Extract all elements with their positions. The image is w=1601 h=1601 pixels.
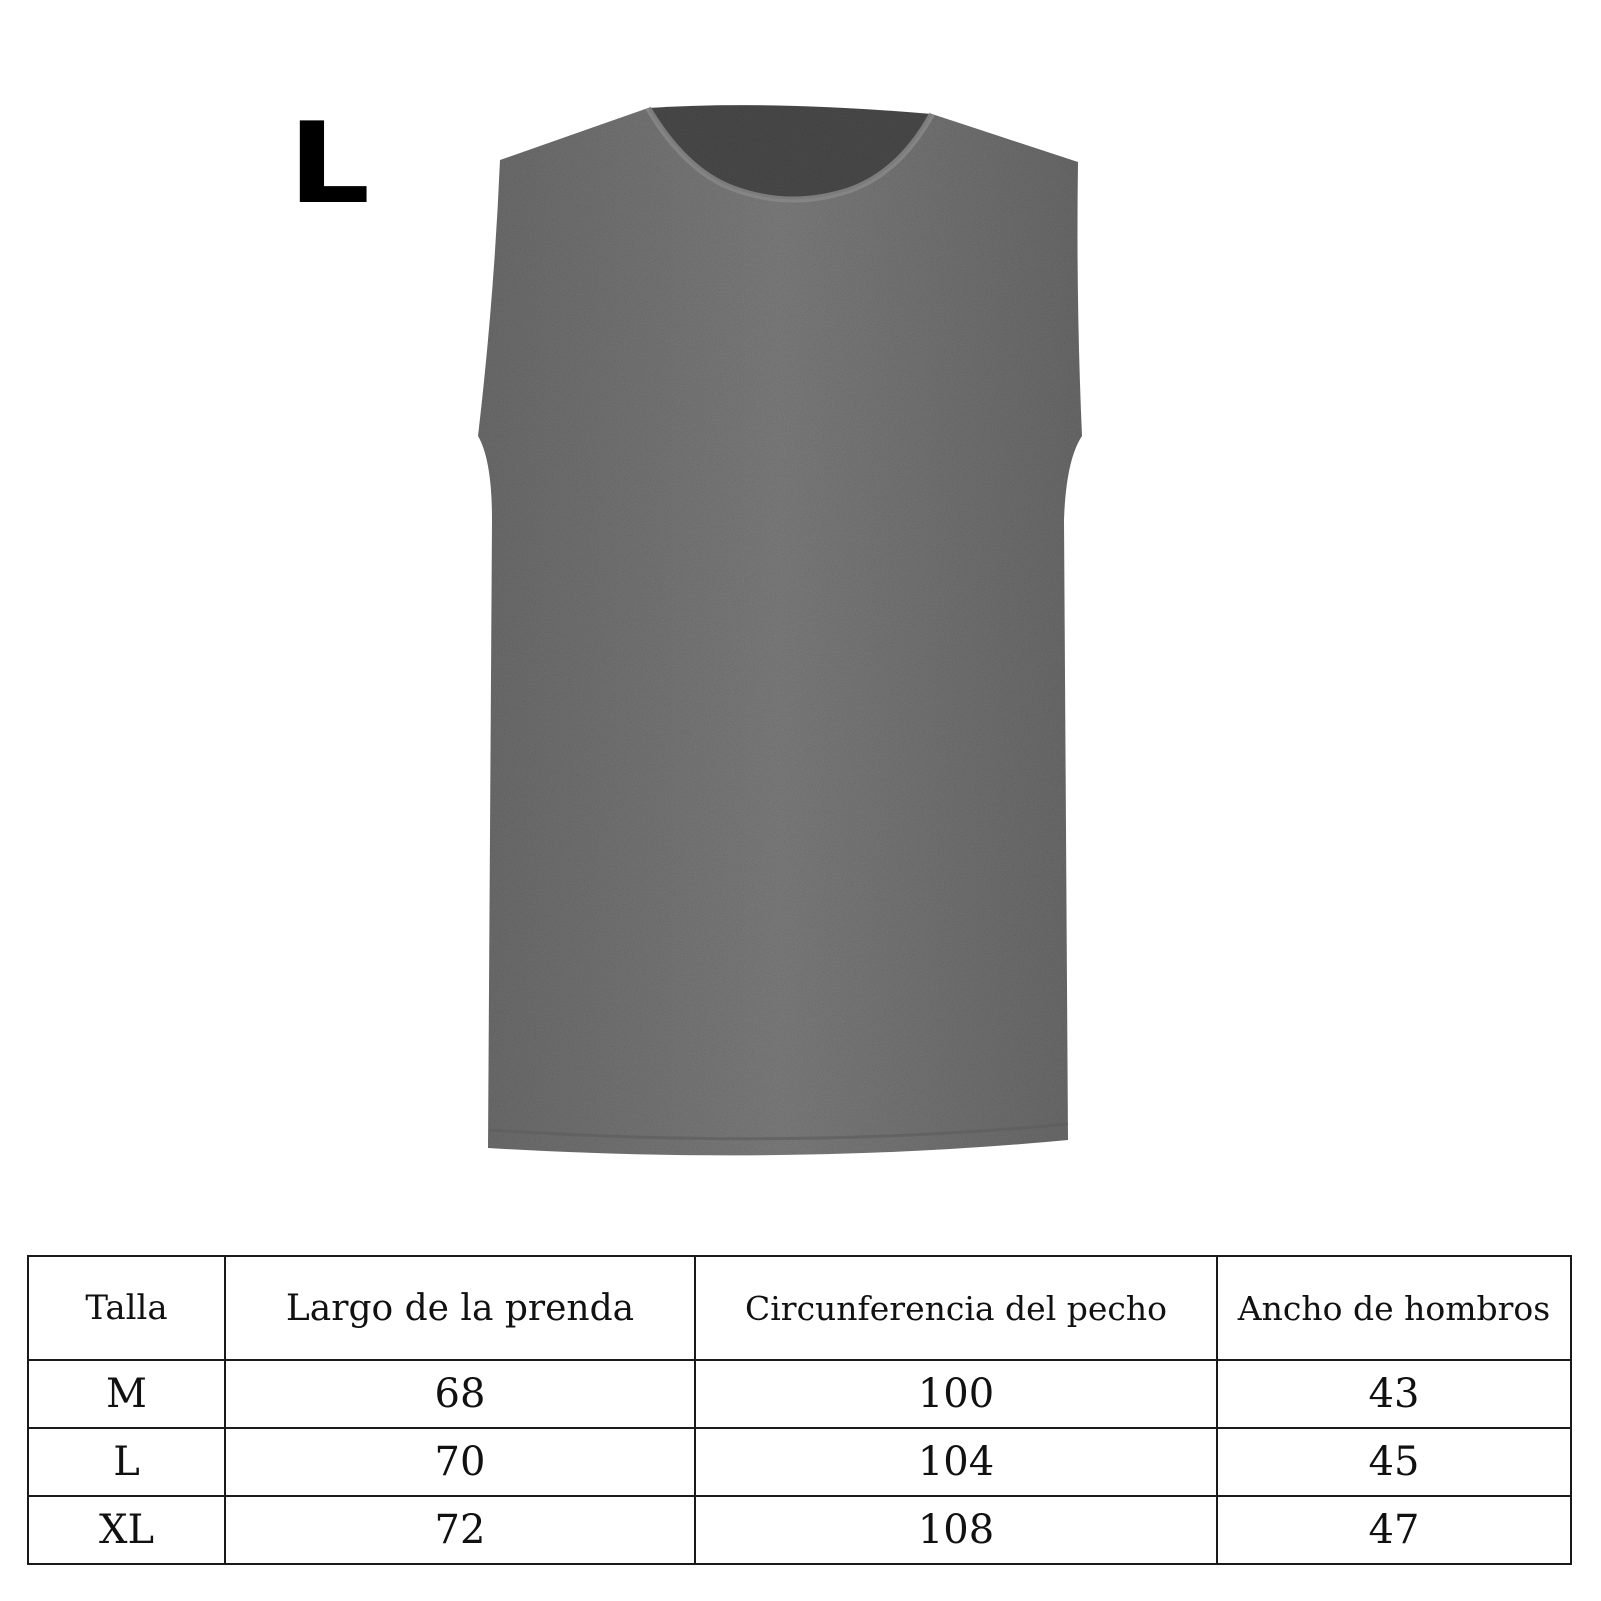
size-table	[27, 1255, 1572, 1565]
cell-hombros: 47	[1217, 1496, 1571, 1564]
cell-largo: 72	[225, 1496, 695, 1564]
cell-pecho: 108	[695, 1496, 1217, 1564]
header-circunferencia: Circunferencia del pecho	[695, 1256, 1217, 1360]
table-header-row	[28, 1256, 1571, 1360]
cell-largo: 70	[225, 1428, 695, 1496]
cell-pecho: 104	[695, 1428, 1217, 1496]
cell-largo: 68	[225, 1360, 695, 1428]
header-largo: Largo de la prenda	[225, 1256, 695, 1360]
size-label: L	[288, 99, 371, 229]
cell-size: L	[28, 1428, 225, 1496]
cell-pecho: 100	[695, 1360, 1217, 1428]
cell-hombros: 43	[1217, 1360, 1571, 1428]
sleeveless-vest-illustration	[470, 100, 1110, 1180]
header-talla: Talla	[28, 1256, 225, 1360]
table-row	[28, 1428, 1571, 1496]
cell-hombros: 45	[1217, 1428, 1571, 1496]
cell-size: XL	[28, 1496, 225, 1564]
header-ancho: Ancho de hombros	[1217, 1256, 1571, 1360]
table-row	[28, 1360, 1571, 1428]
cell-size: M	[28, 1360, 225, 1428]
table-row	[28, 1496, 1571, 1564]
